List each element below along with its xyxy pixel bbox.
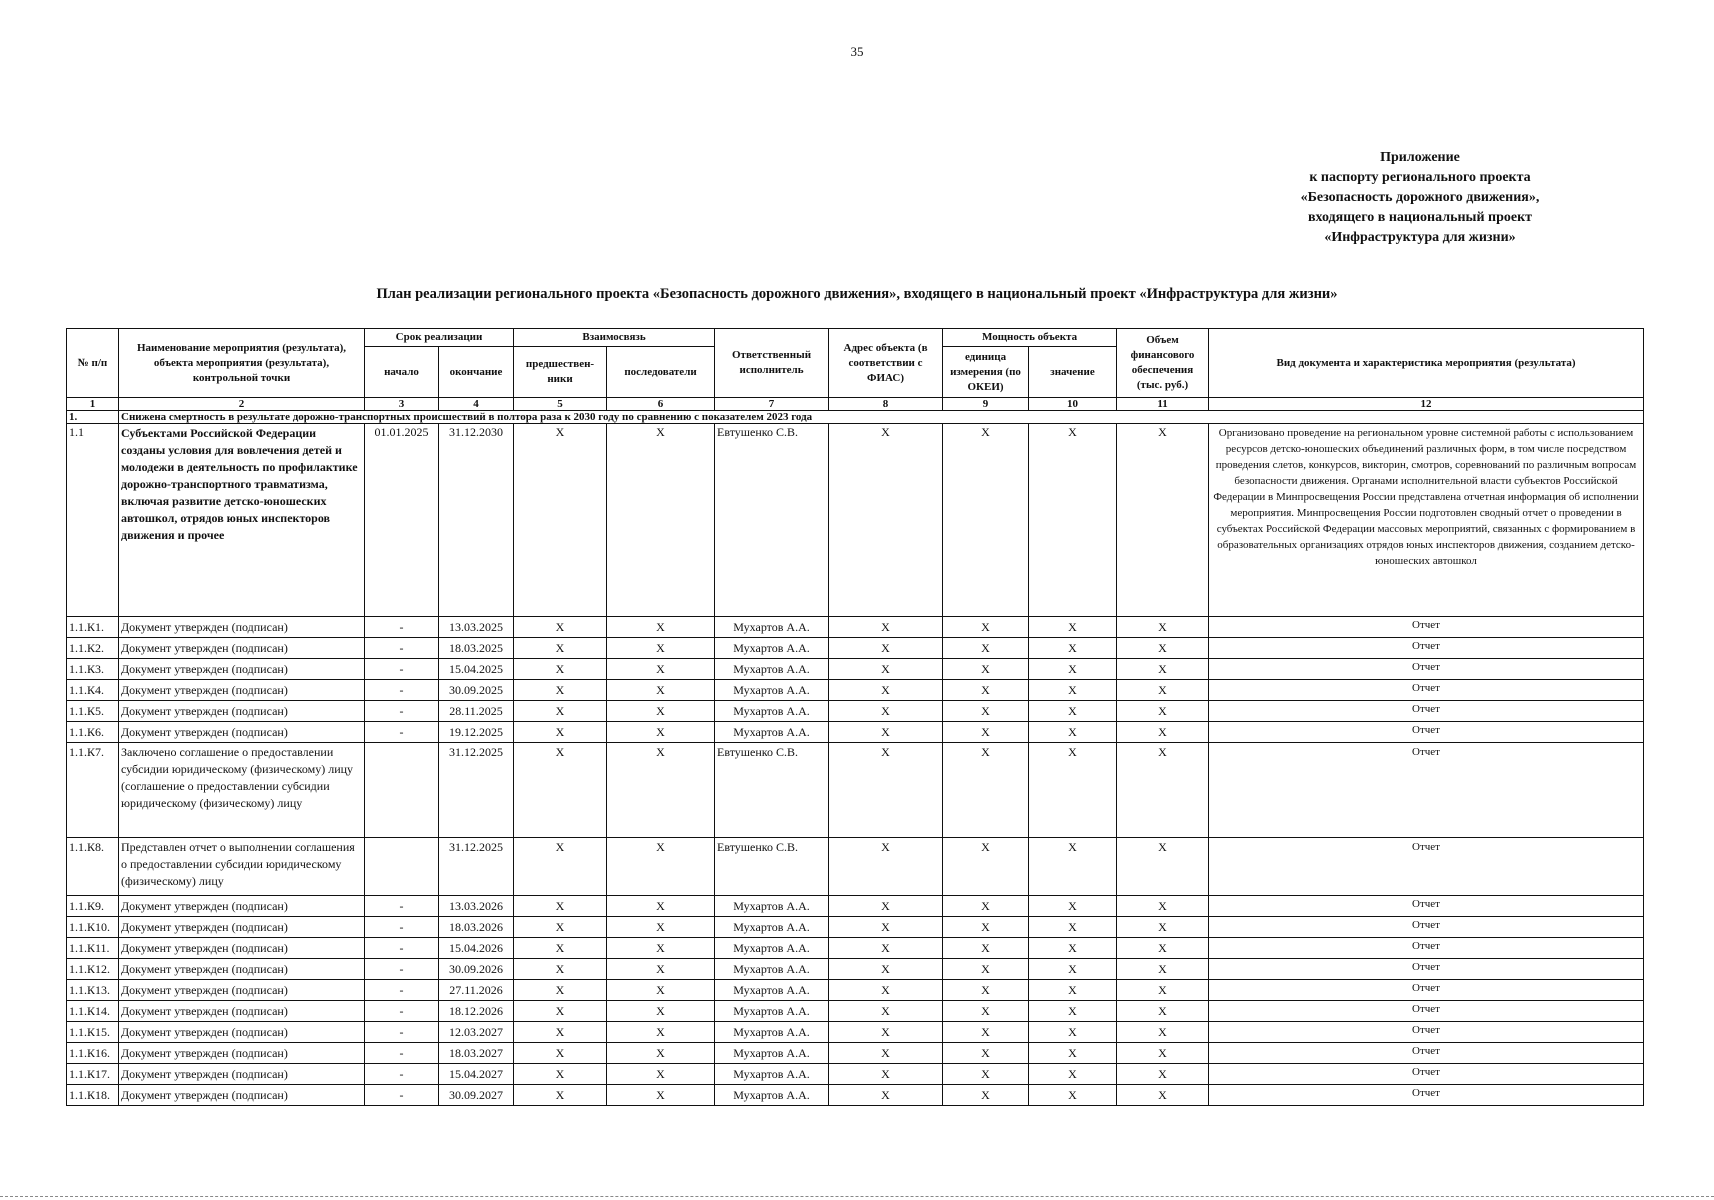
- row-address: X: [829, 638, 943, 659]
- table-row: [67, 701, 1644, 722]
- row-start: -: [365, 1043, 439, 1064]
- row-end: 15.04.2026: [439, 938, 514, 959]
- row-start: -: [365, 680, 439, 701]
- row-succ: X: [607, 1001, 715, 1022]
- row-responsible: Мухартов А.А.: [715, 638, 829, 659]
- row-unit: X: [943, 980, 1029, 1001]
- row-value: X: [1029, 617, 1117, 638]
- row-finance: X: [1117, 659, 1209, 680]
- header-capacity: Мощность объекта: [943, 329, 1117, 347]
- row-num: 1.1.К6.: [67, 722, 119, 743]
- row-unit: X: [943, 1085, 1029, 1106]
- row-end: 28.11.2025: [439, 701, 514, 722]
- row-responsible: Мухартов А.А.: [715, 896, 829, 917]
- row-address: X: [829, 917, 943, 938]
- row-pred: X: [514, 722, 607, 743]
- row-finance: X: [1117, 838, 1209, 896]
- row-doc: Отчет: [1209, 743, 1644, 838]
- row-value: X: [1029, 1064, 1117, 1085]
- row-num: 1.1.К3.: [67, 659, 119, 680]
- row-pred: X: [514, 617, 607, 638]
- row-succ: X: [607, 680, 715, 701]
- row-end: 18.03.2027: [439, 1043, 514, 1064]
- row-responsible: Мухартов А.А.: [715, 659, 829, 680]
- row-responsible: Мухартов А.А.: [715, 722, 829, 743]
- header-capacity-value: значение: [1029, 347, 1117, 398]
- row-pred: X: [514, 424, 607, 617]
- row-start: -: [365, 638, 439, 659]
- row-finance: X: [1117, 638, 1209, 659]
- header-link-succ: последователи: [607, 347, 715, 398]
- header-link-pred: предшествен-ники: [514, 347, 607, 398]
- row-doc: Отчет: [1209, 1085, 1644, 1106]
- row-succ: X: [607, 638, 715, 659]
- row-value: X: [1029, 424, 1117, 617]
- row-unit: X: [943, 659, 1029, 680]
- row-succ: X: [607, 938, 715, 959]
- row-succ: X: [607, 959, 715, 980]
- header-term: Срок реализации: [365, 329, 514, 347]
- row-name: Документ утвержден (подписан): [119, 1085, 365, 1106]
- column-number: 12: [1209, 398, 1644, 411]
- column-number: 4: [439, 398, 514, 411]
- row-name: Документ утвержден (подписан): [119, 917, 365, 938]
- section-num: 1.: [67, 411, 119, 424]
- row-responsible: Мухартов А.А.: [715, 959, 829, 980]
- row-finance: X: [1117, 917, 1209, 938]
- row-num: 1.1.К16.: [67, 1043, 119, 1064]
- row-num: 1.1.К2.: [67, 638, 119, 659]
- row-finance: X: [1117, 1064, 1209, 1085]
- row-doc: Отчет: [1209, 938, 1644, 959]
- header-term-start: начало: [365, 347, 439, 398]
- row-address: X: [829, 980, 943, 1001]
- row-doc: Отчет: [1209, 896, 1644, 917]
- row-doc: Отчет: [1209, 838, 1644, 896]
- row-doc: Организовано проведение на региональном уровне системной работы с использованием ресурсов детско-юношеских объединений различных форм, в том числе посредством проведения слетов, конкурсов, викторин, смотров, соревнований по различным вопросам безопасности движения. Органами исполнительной власти субъектов Российской Федерации в Минпросвещения России представлена отчетная информация об исполнении мероприятия. Минпросвещения России подготовлен сводный отчет о проведении в субъектах Российской Федерации массовых мероприятий, связанных с формированием в образовательных организациях отрядов юных инспекторов движения, созданием детско-юношеских автошкол: [1209, 424, 1644, 617]
- row-address: X: [829, 938, 943, 959]
- header-num: № п/п: [67, 329, 119, 398]
- row-end: 31.12.2025: [439, 838, 514, 896]
- row-name: Документ утвержден (подписан): [119, 1064, 365, 1085]
- row-address: X: [829, 838, 943, 896]
- row-num: 1.1.К10.: [67, 917, 119, 938]
- row-name: Заключено соглашение о предоставлении субсидии юридическому (физическому) лицу (соглашение о предоставлении субсидии юридическому (физическому) лицу: [119, 743, 365, 838]
- row-succ: X: [607, 1085, 715, 1106]
- row-unit: X: [943, 959, 1029, 980]
- scan-bottom-edge: [0, 1196, 1714, 1197]
- row-num: 1.1.К11.: [67, 938, 119, 959]
- row-address: X: [829, 424, 943, 617]
- row-unit: X: [943, 1043, 1029, 1064]
- row-finance: X: [1117, 743, 1209, 838]
- row-responsible: Евтушенко С.В.: [715, 838, 829, 896]
- row-num: 1.1.К15.: [67, 1022, 119, 1043]
- row-name: Документ утвержден (подписан): [119, 959, 365, 980]
- header-finance: Объем финансового обеспечения (тыс. руб.): [1117, 329, 1209, 398]
- row-unit: X: [943, 1064, 1029, 1085]
- row-name: Документ утвержден (подписан): [119, 980, 365, 1001]
- row-unit: X: [943, 917, 1029, 938]
- row-unit: X: [943, 722, 1029, 743]
- row-address: X: [829, 959, 943, 980]
- row-num: 1.1.К14.: [67, 1001, 119, 1022]
- column-number-row: [67, 398, 1644, 411]
- row-finance: X: [1117, 1022, 1209, 1043]
- header-capacity-unit: единица измерения (по ОКЕИ): [943, 347, 1029, 398]
- row-succ: X: [607, 917, 715, 938]
- row-unit: X: [943, 1022, 1029, 1043]
- row-responsible: Мухартов А.А.: [715, 701, 829, 722]
- row-responsible: Евтушенко С.В.: [715, 424, 829, 617]
- table-row: [67, 722, 1644, 743]
- row-doc: Отчет: [1209, 722, 1644, 743]
- row-succ: X: [607, 424, 715, 617]
- row-value: X: [1029, 680, 1117, 701]
- row-end: 13.03.2025: [439, 617, 514, 638]
- row-address: X: [829, 1022, 943, 1043]
- table-row: [67, 980, 1644, 1001]
- row-unit: X: [943, 424, 1029, 617]
- row-address: X: [829, 1064, 943, 1085]
- row-address: X: [829, 617, 943, 638]
- row-end: 18.12.2026: [439, 1001, 514, 1022]
- row-responsible: Мухартов А.А.: [715, 1085, 829, 1106]
- row-end: 12.03.2027: [439, 1022, 514, 1043]
- row-value: X: [1029, 1022, 1117, 1043]
- row-pred: X: [514, 701, 607, 722]
- column-number: 2: [119, 398, 365, 411]
- row-start: 01.01.2025: [365, 424, 439, 617]
- row-pred: X: [514, 959, 607, 980]
- header-term-end: окончание: [439, 347, 514, 398]
- row-finance: X: [1117, 1043, 1209, 1064]
- row-unit: X: [943, 938, 1029, 959]
- row-start: -: [365, 938, 439, 959]
- row-succ: X: [607, 1064, 715, 1085]
- row-num: 1.1.К7.: [67, 743, 119, 838]
- column-number: 1: [67, 398, 119, 411]
- header-responsible: Ответственный исполнитель: [715, 329, 829, 398]
- row-start: -: [365, 959, 439, 980]
- row-finance: X: [1117, 1085, 1209, 1106]
- row-start: -: [365, 980, 439, 1001]
- row-start: -: [365, 917, 439, 938]
- row-value: X: [1029, 659, 1117, 680]
- row-pred: X: [514, 917, 607, 938]
- appendix-line: Приложение: [1380, 150, 1460, 165]
- row-responsible: Мухартов А.А.: [715, 1043, 829, 1064]
- table-row: [67, 1001, 1644, 1022]
- row-responsible: Мухартов А.А.: [715, 617, 829, 638]
- row-finance: X: [1117, 680, 1209, 701]
- table-row: [67, 896, 1644, 917]
- table-row: [67, 1064, 1644, 1085]
- row-value: X: [1029, 638, 1117, 659]
- row-address: X: [829, 680, 943, 701]
- row-name: Документ утвержден (подписан): [119, 938, 365, 959]
- row-doc: Отчет: [1209, 638, 1644, 659]
- appendix-line: входящего в национальный проект: [1307, 210, 1533, 225]
- row-value: X: [1029, 917, 1117, 938]
- row-name: Документ утвержден (подписан): [119, 1043, 365, 1064]
- row-name: Документ утвержден (подписан): [119, 1001, 365, 1022]
- row-end: 15.04.2027: [439, 1064, 514, 1085]
- row-responsible: Евтушенко С.В.: [715, 743, 829, 838]
- row-value: X: [1029, 701, 1117, 722]
- row-name: Представлен отчет о выполнении соглашения о предоставлении субсидии юридическому (физическому) лицу: [119, 838, 365, 896]
- row-responsible: Мухартов А.А.: [715, 680, 829, 701]
- table-row: [67, 659, 1644, 680]
- row-unit: X: [943, 680, 1029, 701]
- row-name: Документ утвержден (подписан): [119, 1022, 365, 1043]
- row-start: -: [365, 1022, 439, 1043]
- row-start: -: [365, 1085, 439, 1106]
- row-succ: X: [607, 722, 715, 743]
- row-unit: X: [943, 1001, 1029, 1022]
- column-number: 6: [607, 398, 715, 411]
- row-end: 18.03.2026: [439, 917, 514, 938]
- row-value: X: [1029, 722, 1117, 743]
- row-unit: X: [943, 701, 1029, 722]
- row-doc: Отчет: [1209, 617, 1644, 638]
- row-address: X: [829, 1085, 943, 1106]
- row-doc: Отчет: [1209, 1043, 1644, 1064]
- row-end: 30.09.2026: [439, 959, 514, 980]
- row-pred: X: [514, 838, 607, 896]
- row-unit: X: [943, 838, 1029, 896]
- row-end: 31.12.2025: [439, 743, 514, 838]
- table-row: [67, 638, 1644, 659]
- row-value: X: [1029, 1085, 1117, 1106]
- row-doc: Отчет: [1209, 959, 1644, 980]
- header-name: Наименование мероприятия (результата), объекта мероприятия (результата), контрольной точки: [119, 329, 365, 398]
- section-title: Снижена смертность в результате дорожно-транспортных происшествий в полтора раза к 2030 году по сравнению с показателем 2023 года: [119, 411, 1644, 424]
- row-doc: Отчет: [1209, 1022, 1644, 1043]
- row-num: 1.1.К13.: [67, 980, 119, 1001]
- row-pred: X: [514, 680, 607, 701]
- row-doc: Отчет: [1209, 1064, 1644, 1085]
- column-number: 10: [1029, 398, 1117, 411]
- row-finance: X: [1117, 896, 1209, 917]
- table-row: [67, 617, 1644, 638]
- row-end: 15.04.2025: [439, 659, 514, 680]
- row-num: 1.1: [67, 424, 119, 617]
- column-number: 9: [943, 398, 1029, 411]
- row-pred: X: [514, 938, 607, 959]
- row-start: -: [365, 722, 439, 743]
- table-row: [67, 424, 1644, 617]
- appendix-block: [1195, 148, 1645, 248]
- row-start: -: [365, 659, 439, 680]
- row-end: 27.11.2026: [439, 980, 514, 1001]
- row-start: -: [365, 617, 439, 638]
- row-address: X: [829, 1043, 943, 1064]
- row-finance: X: [1117, 617, 1209, 638]
- table-row: [67, 938, 1644, 959]
- row-succ: X: [607, 617, 715, 638]
- row-responsible: Мухартов А.А.: [715, 917, 829, 938]
- table-row: [67, 1043, 1644, 1064]
- row-pred: X: [514, 1043, 607, 1064]
- row-end: 31.12.2030: [439, 424, 514, 617]
- plan-table: [66, 328, 1644, 1106]
- row-pred: X: [514, 896, 607, 917]
- row-unit: X: [943, 896, 1029, 917]
- row-end: 30.09.2025: [439, 680, 514, 701]
- row-num: 1.1.К12.: [67, 959, 119, 980]
- row-responsible: Мухартов А.А.: [715, 1001, 829, 1022]
- header-row: [67, 329, 1644, 347]
- row-address: X: [829, 1001, 943, 1022]
- row-pred: X: [514, 659, 607, 680]
- header-address: Адрес объекта (в соответствии с ФИАС): [829, 329, 943, 398]
- row-address: X: [829, 896, 943, 917]
- table-row: [67, 743, 1644, 838]
- row-value: X: [1029, 838, 1117, 896]
- appendix-line: к паспорту регионального проекта: [1309, 170, 1531, 185]
- table-row: [67, 917, 1644, 938]
- row-doc: Отчет: [1209, 1001, 1644, 1022]
- row-succ: X: [607, 701, 715, 722]
- row-unit: X: [943, 638, 1029, 659]
- row-num: 1.1.К1.: [67, 617, 119, 638]
- plan-title: План реализации регионального проекта «Безопасность дорожного движения», входящего в национальный проект «Инфраструктура для жизни»: [376, 286, 1338, 302]
- row-num: 1.1.К17.: [67, 1064, 119, 1085]
- header-doc: Вид документа и характеристика мероприятия (результата): [1209, 329, 1644, 398]
- row-pred: X: [514, 1085, 607, 1106]
- table-row: [67, 1022, 1644, 1043]
- row-name: Документ утвержден (подписан): [119, 701, 365, 722]
- row-finance: X: [1117, 701, 1209, 722]
- table-row: [67, 838, 1644, 896]
- row-value: X: [1029, 896, 1117, 917]
- row-start: -: [365, 1064, 439, 1085]
- header-link: Взаимосвязь: [514, 329, 715, 347]
- row-finance: X: [1117, 980, 1209, 1001]
- row-finance: X: [1117, 1001, 1209, 1022]
- row-name: Субъектами Российской Федерации созданы условия для вовлечения детей и молодежи в деятельность по профилактике дорожно-транспортного травматизма, включая развитие детско-юношеских автошкол, отрядов юных инспекторов движения и прочее: [119, 424, 365, 617]
- row-finance: X: [1117, 959, 1209, 980]
- row-name: Документ утвержден (подписан): [119, 680, 365, 701]
- row-finance: X: [1117, 938, 1209, 959]
- row-start: [365, 838, 439, 896]
- row-succ: X: [607, 743, 715, 838]
- row-value: X: [1029, 959, 1117, 980]
- row-pred: X: [514, 1064, 607, 1085]
- row-end: 19.12.2025: [439, 722, 514, 743]
- row-start: -: [365, 1001, 439, 1022]
- row-address: X: [829, 722, 943, 743]
- row-num: 1.1.К9.: [67, 896, 119, 917]
- row-name: Документ утвержден (подписан): [119, 659, 365, 680]
- row-address: X: [829, 659, 943, 680]
- appendix-line: «Безопасность дорожного движения»,: [1300, 190, 1540, 205]
- row-finance: X: [1117, 722, 1209, 743]
- row-end: 13.03.2026: [439, 896, 514, 917]
- row-pred: X: [514, 980, 607, 1001]
- row-num: 1.1.К5.: [67, 701, 119, 722]
- row-pred: X: [514, 743, 607, 838]
- row-num: 1.1.К18.: [67, 1085, 119, 1106]
- row-responsible: Мухартов А.А.: [715, 1022, 829, 1043]
- plan-table-body: [67, 398, 1644, 1106]
- row-doc: Отчет: [1209, 980, 1644, 1001]
- row-name: Документ утвержден (подписан): [119, 896, 365, 917]
- column-number: 7: [715, 398, 829, 411]
- row-doc: Отчет: [1209, 680, 1644, 701]
- row-end: 18.03.2025: [439, 638, 514, 659]
- table-row: [67, 959, 1644, 980]
- section-row: [67, 411, 1644, 424]
- row-name: Документ утвержден (подписан): [119, 638, 365, 659]
- row-succ: X: [607, 896, 715, 917]
- row-doc: Отчет: [1209, 701, 1644, 722]
- row-succ: X: [607, 838, 715, 896]
- row-unit: X: [943, 617, 1029, 638]
- row-pred: X: [514, 1022, 607, 1043]
- row-start: -: [365, 896, 439, 917]
- row-value: X: [1029, 938, 1117, 959]
- column-number: 3: [365, 398, 439, 411]
- column-number: 5: [514, 398, 607, 411]
- table-row: [67, 680, 1644, 701]
- row-num: 1.1.К4.: [67, 680, 119, 701]
- page-number: 35: [850, 44, 864, 59]
- row-address: X: [829, 743, 943, 838]
- row-pred: X: [514, 1001, 607, 1022]
- row-responsible: Мухартов А.А.: [715, 1064, 829, 1085]
- appendix-line: «Инфраструктура для жизни»: [1324, 230, 1516, 245]
- row-end: 30.09.2027: [439, 1085, 514, 1106]
- row-address: X: [829, 701, 943, 722]
- row-succ: X: [607, 659, 715, 680]
- row-unit: X: [943, 743, 1029, 838]
- row-pred: X: [514, 638, 607, 659]
- row-name: Документ утвержден (подписан): [119, 617, 365, 638]
- row-succ: X: [607, 980, 715, 1001]
- row-value: X: [1029, 980, 1117, 1001]
- row-value: X: [1029, 1043, 1117, 1064]
- row-value: X: [1029, 1001, 1117, 1022]
- row-succ: X: [607, 1043, 715, 1064]
- row-name: Документ утвержден (подписан): [119, 722, 365, 743]
- table-row: [67, 1085, 1644, 1106]
- row-responsible: Мухартов А.А.: [715, 938, 829, 959]
- row-doc: Отчет: [1209, 917, 1644, 938]
- row-finance: X: [1117, 424, 1209, 617]
- row-doc: Отчет: [1209, 659, 1644, 680]
- column-number: 8: [829, 398, 943, 411]
- row-succ: X: [607, 1022, 715, 1043]
- row-value: X: [1029, 743, 1117, 838]
- row-start: [365, 743, 439, 838]
- row-num: 1.1.К8.: [67, 838, 119, 896]
- row-start: -: [365, 701, 439, 722]
- row-responsible: Мухартов А.А.: [715, 980, 829, 1001]
- column-number: 11: [1117, 398, 1209, 411]
